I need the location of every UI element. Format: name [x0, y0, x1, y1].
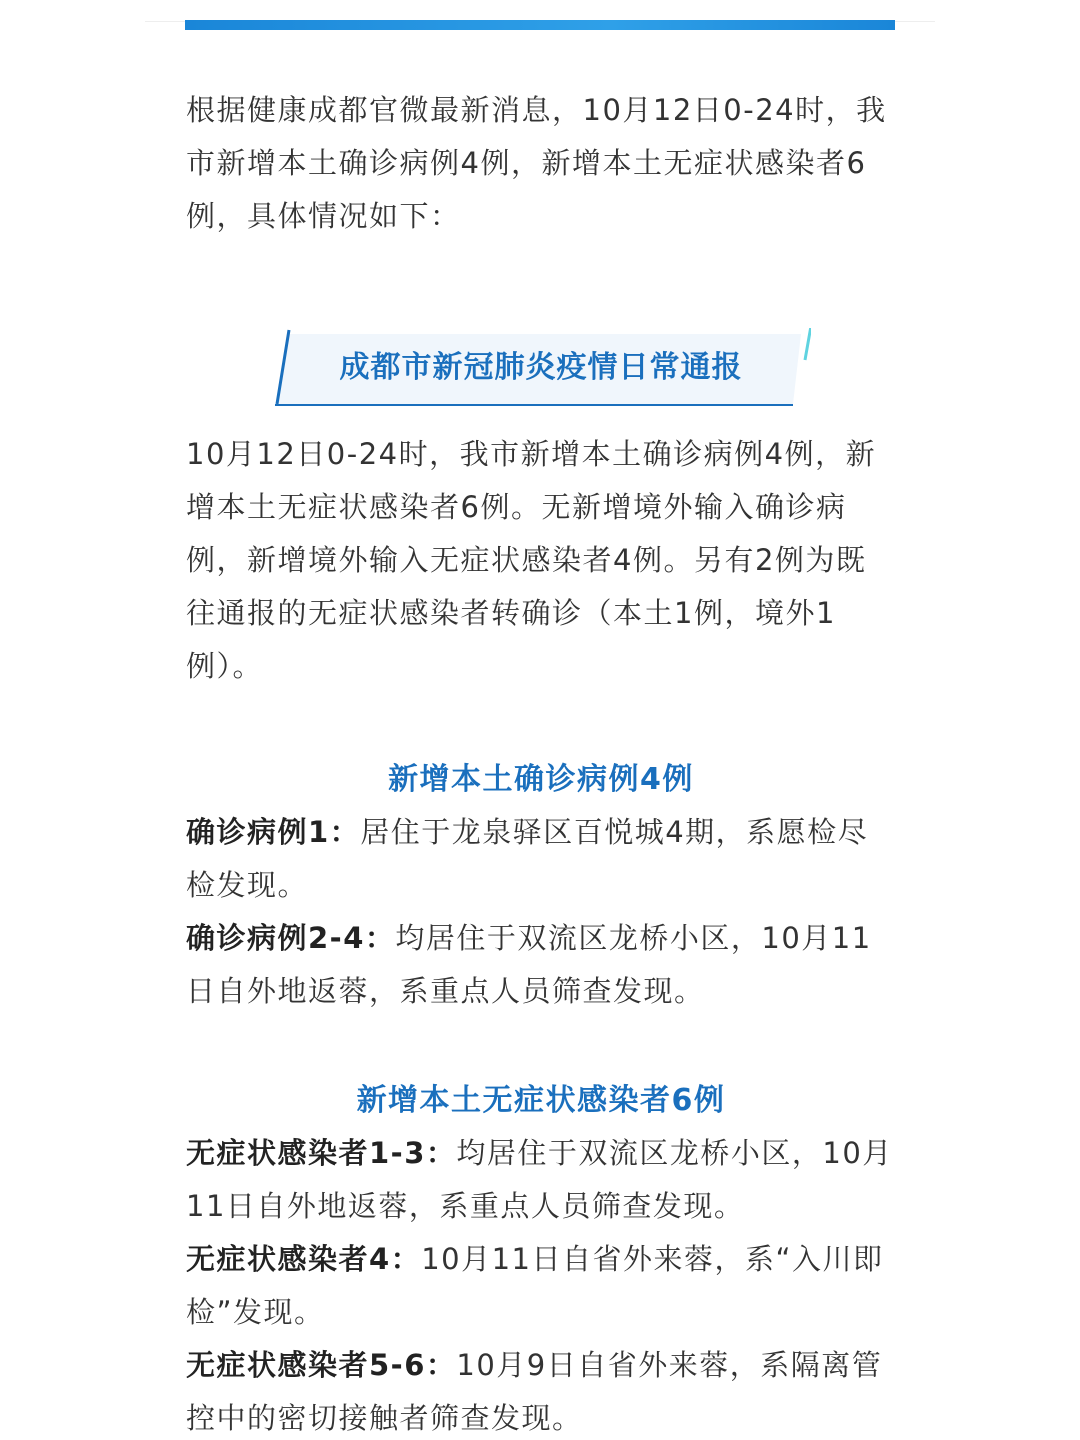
notice-title-banner [271, 328, 811, 408]
asymptomatic-item [186, 1127, 896, 1233]
notice-summary: 10月12日0-24时，我市新增本土确诊病例4例，新增本土无症状感染者6例。无新增境外输入确诊病例，新增境外输入无症状感染者4例。另有2例为既往通报的无症状感染者转确诊（本土1例，境外1例）。 [186, 437, 877, 683]
top-accent-bar [185, 20, 895, 30]
confirmed-item-label: 确诊病例1： [186, 815, 361, 849]
article-body [186, 84, 896, 1440]
asymptomatic-heading: 新增本土无症状感染者6例 [356, 1083, 726, 1118]
asymptomatic-item-text: 10月9日自省外来蓉，系隔离管控中的密切接触者筛查发现。 [186, 1348, 883, 1435]
confirmed-item-text: 均居住于双流区龙桥小区，10月11日自外地返蓉，系重点人员筛查发现。 [186, 921, 872, 1008]
asymptomatic-item-label: 无症状感染者5-6： [186, 1348, 457, 1382]
confirmed-item [186, 806, 896, 912]
asymptomatic-item-label: 无症状感染者1-3： [186, 1136, 457, 1170]
confirmed-item-label: 确诊病例2-4： [186, 921, 396, 955]
confirmed-heading: 新增本土确诊病例4例 [388, 762, 694, 797]
confirmed-item [186, 912, 896, 1018]
confirmed-item-text: 居住于龙泉驿区百悦城4期，系愿检尽检发现。 [186, 815, 869, 902]
asymptomatic-item [186, 1233, 896, 1339]
asymptomatic-item-text: 均居住于双流区龙桥小区，10月11日自外地返蓉，系重点人员筛查发现。 [186, 1136, 893, 1223]
asymptomatic-item-text: 10月11日自省外来蓉，系“入川即检”发现。 [186, 1242, 884, 1329]
asymptomatic-item [186, 1339, 896, 1440]
notice-title: 成都市新冠肺炎疫情日常通报 [339, 350, 743, 385]
intro-paragraph: 根据健康成都官微最新消息，10月12日0-24时，我市新增本土确诊病例4例，新增本土无症状感染者6例，具体情况如下： [186, 93, 887, 233]
asymptomatic-item-label: 无症状感染者4： [186, 1242, 422, 1276]
